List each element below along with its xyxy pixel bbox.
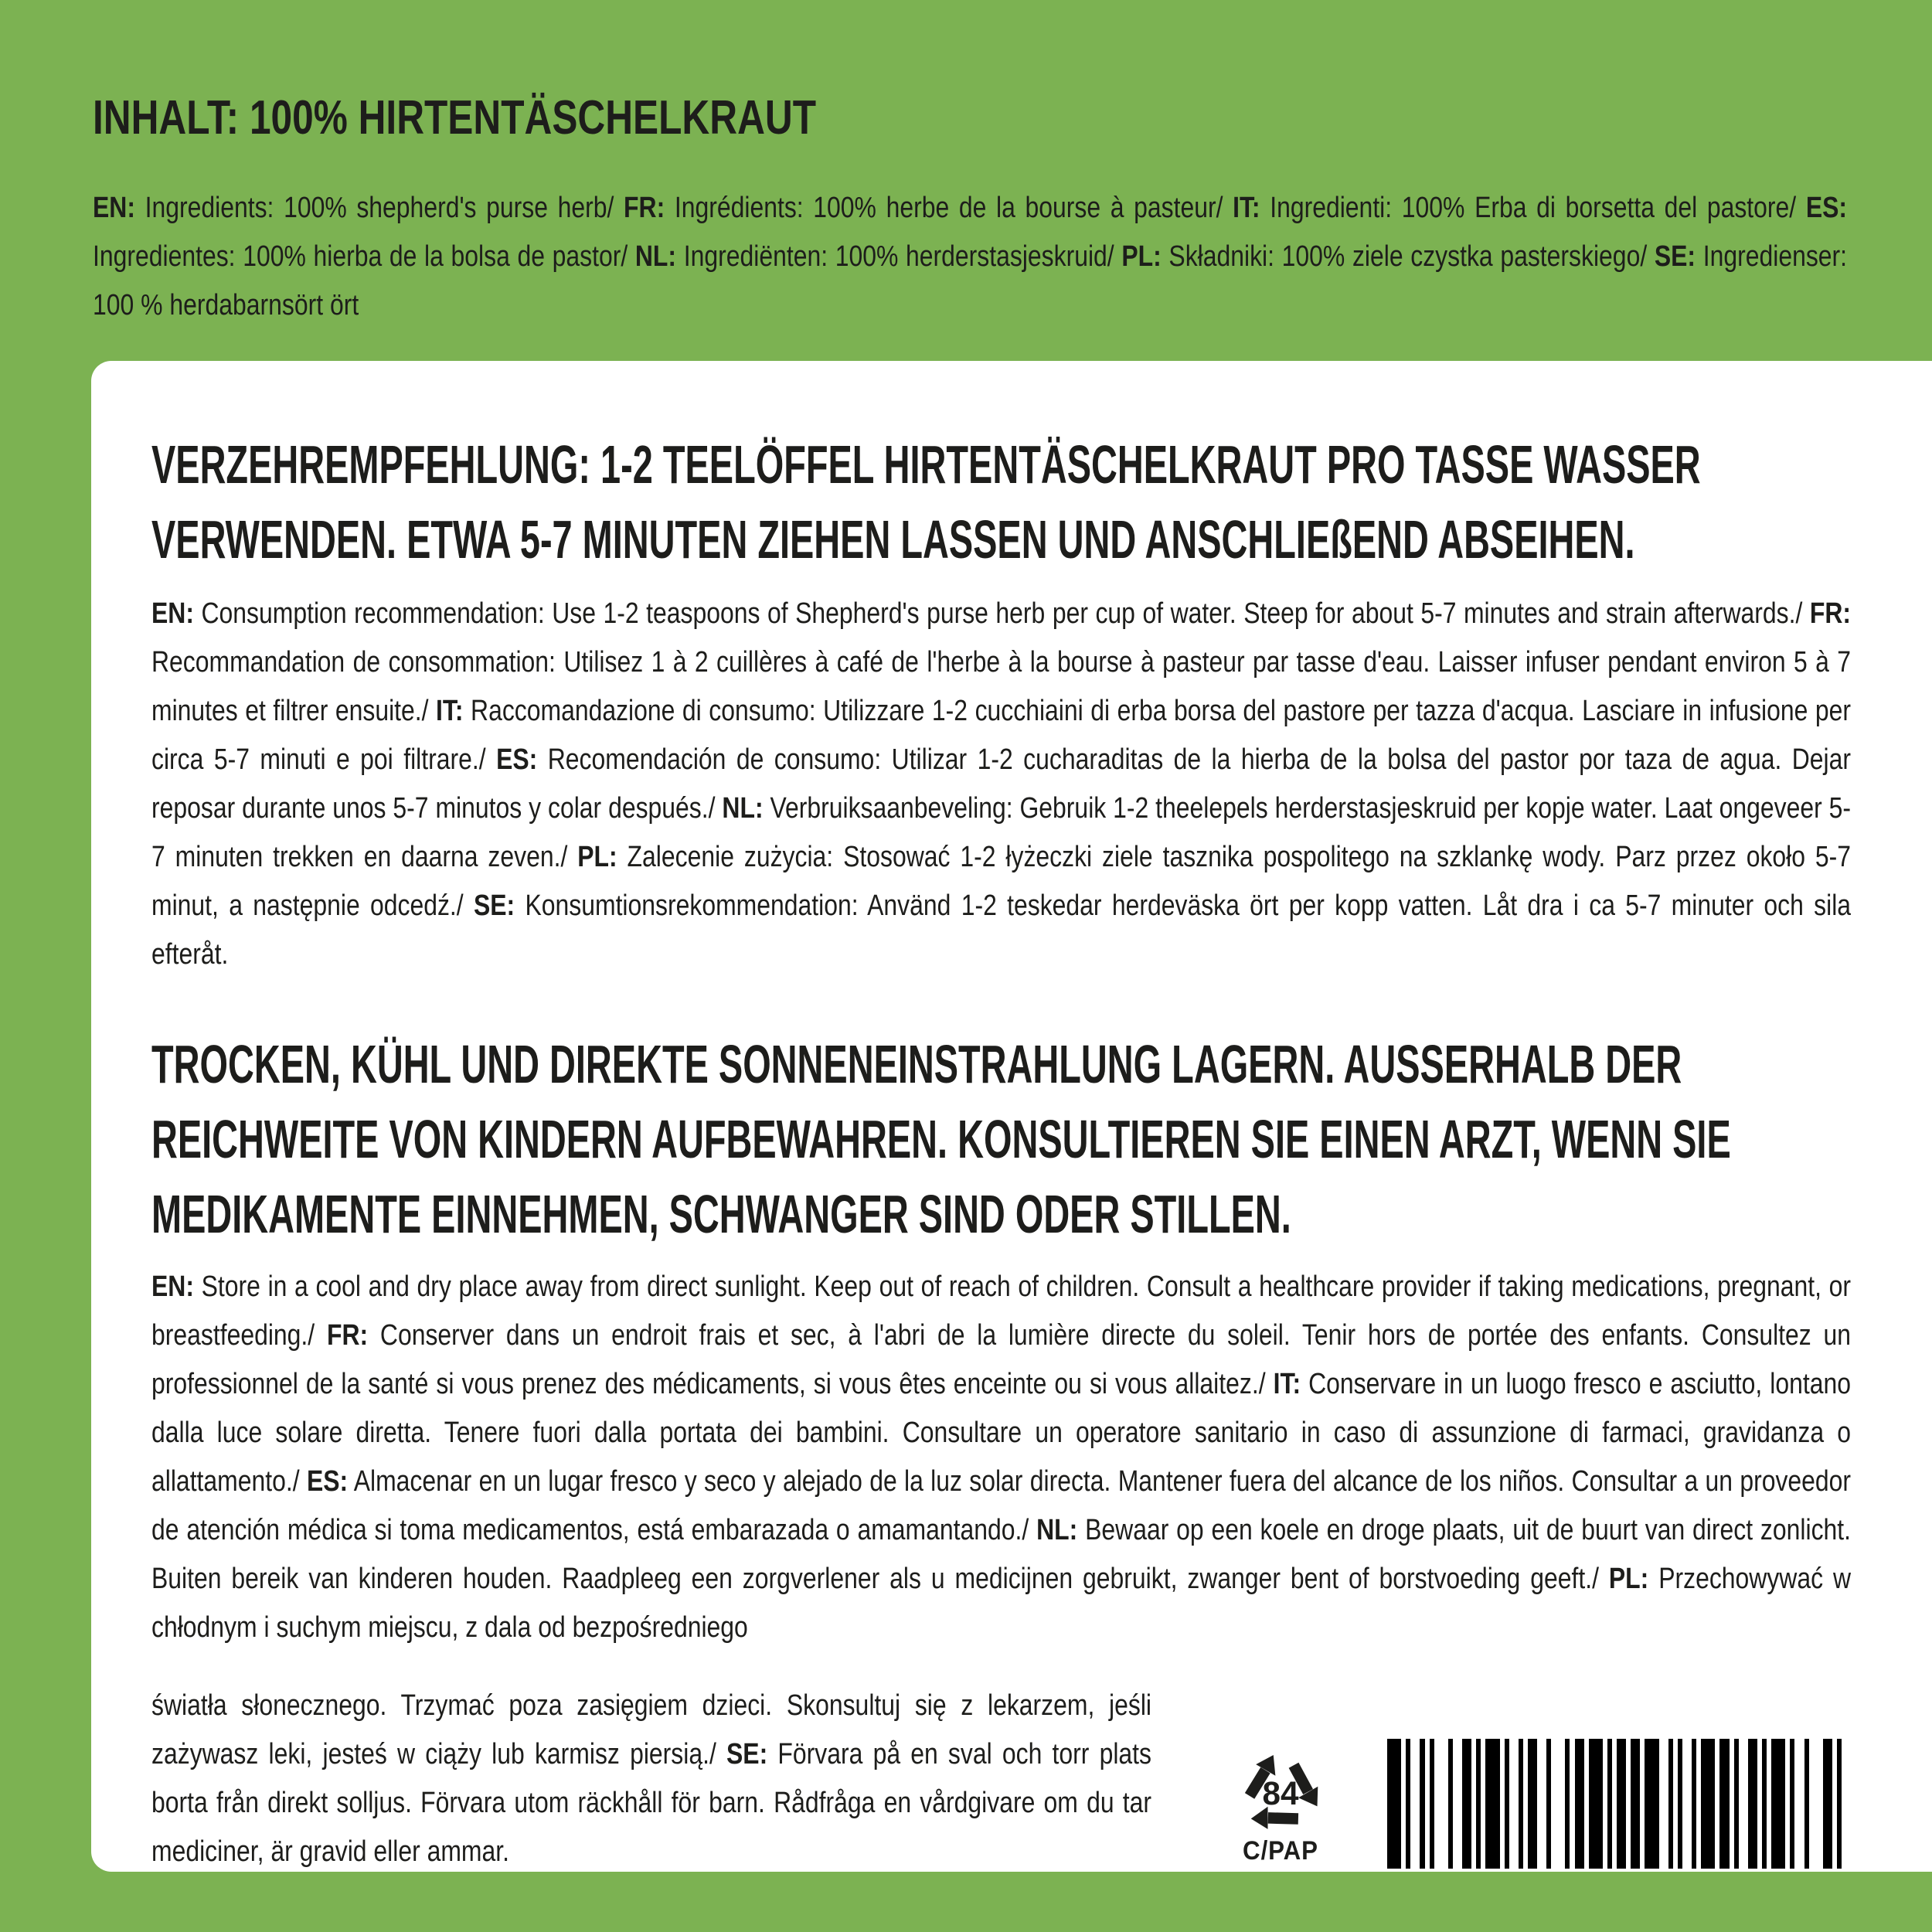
barcode-bar [1575,1739,1584,1869]
barcode-bar [1771,1739,1785,1869]
instructions-panel [91,361,1932,1872]
barcode-bar [1485,1739,1499,1869]
storage-heading: TROCKEN, KÜHL UND DIREKTE SONNENEINSTRAHLUNG LAGERN. AUSSERHALB DER REICHWEITE VON KINDERN AUFBEWAHREN. KONSULTIEREN SIE EINEN ARZT, WENN SIE MEDIKAMENTE EINNEHMEN, SCHWANGER SIND ODER STILLEN. [151,1034,1731,1244]
recycle-icon [1219,1734,1342,1836]
barcode-bar [1842,1739,1851,1869]
barcode-bar [1719,1739,1729,1869]
barcode-bar [1631,1739,1640,1869]
header-section [0,0,1932,361]
consumption-paragraph: EN: Consumption recommendation: Use 1-2 teaspoons of Shepherd's purse herb per cup of water. Steep for about 5-7 minutes and strain afterwards./ FR: Recommandation de consommation: Utilisez 1 à 2 cuillères à café de l'herbe à la bourse à pasteur par tasse d'eau. Laisser infuser pendant environ 5 à 7 minutes et filtrer ensuite./ IT: Raccomandazione di consumo: Utilizzare 1-2 cucchiaini di erba borsa del pastore per tazza d'acqua. Lasciare in infusione per circa 5-7 minuti e poi filtrare./ ES: Recomendación de consumo: Utilizar 1-2 cucharaditas de la hierba de la bolsa del pastor por taza de agua. Dejar reposar durante unos 5-7 minutos y colar después./ NL: Verbruiksaanbeveling: Gebruik 1-2 theelepels herderstasjeskruid per kopje water. Laat ongeveer 5-7 minuten trekken en daarna zeven./ PL: Zalecenie zużycia: Stosować 1-2 łyżeczki ziele tasznika pospolitego na szklankę wody. Parz przez około 5-7 minut, a następnie odcedź./ SE: Konsumtionsrekommendation: Använd 1-2 teskedar herdeväska ört per kopp vatten. Låt dra i ca 5-7 minuter och sila efteråt. [151,597,1852,971]
barcode-bar [1617,1739,1626,1869]
bottom-row [151,1682,1851,1872]
barcode-bar [1739,1739,1748,1869]
storage-paragraph-part1: EN: Store in a cool and dry place away from direct sunlight. Keep out of reach of children. Consult a healthcare provider if taking medications, pregnant, or breastfeeding./ FR: Conserver dans un endroit frais et sec, à l'abri de la lumière directe du soleil. Tenir hors de portée des enfants. Consultez un professionnel de la santé si vous prenez des médicaments, si vous êtes enceinte ou si vous allaitez./ IT: Conservare in un luogo fresco e asciutto, lontano dalla luce solare diretta. Tenere fuori dalla portata dei bambini. Consultare un operatore sanitario in caso di assunzione di farmaci, gravidanza o allattamento./ ES: Almacenar en un lugar fresco y seco y alejado de la luz solar directa. Mantener fuera del alcance de los niños. Consultar a un proveedor de atención médica si toma medicamentos, está embarazada o amamantando./ NL: Bewaar op een koele en droge plaats, uit de buurt van direct zonlicht. Buiten bereik van kinderen houden. Raadpleeg een zorgverlener als u medicijnen gebruikt, zwanger bent of borstvoeding geeft./ PL: Przechowywać w chłodnym i suchym miejscu, z dala od bezpośredniego [151,1270,1852,1644]
packaging-symbols [1219,1734,1851,1869]
consumption-heading: VERZEHREMPFEHLUNG: 1-2 TEELÖFFEL HIRTENTÄSCHELKRAUT PRO TASSE WASSER VERWENDEN. ETWA 5-7 MINUTEN ZIEHEN LASSEN UND ANSCHLIEßEND ABSEIHEN. [151,434,1701,570]
barcode-bar [1434,1739,1448,1869]
storage-paragraph-part2: światła słonecznego. Trzymać poza zasięgiem dzieci. Skonsultuj się z lekarzem, jeśli zażywasz leki, jesteś w ciąży lub karmisz piersią./ SE: Förvara på en sval och torr plats borta från direkt solljus. Förvara utom räckhåll för barn. Rådfråga en vårdgivare om du tar mediciner, är gravid eller ammar. [151,1689,1152,1868]
barcode [1387,1739,1851,1869]
barcode-bar [1509,1739,1519,1869]
barcode-bar [1589,1739,1603,1869]
barcode-bar [1645,1739,1658,1869]
recycling-material: C/PAP [1243,1836,1318,1866]
barcode-bar [1748,1739,1757,1869]
barcode-bar [1823,1739,1832,1869]
barcode-bar [1387,1739,1401,1869]
barcode-bar [1551,1739,1565,1869]
barcode-bar [1682,1739,1692,1869]
barcode-bar [1809,1739,1823,1869]
barcode-bar [1410,1739,1420,1869]
ingredients-paragraph: EN: Ingredients: 100% shepherd's purse herb/ FR: Ingrédients: 100% herbe de la bourse à pasteur/ IT: Ingredienti: 100% Erba di borsetta del pastore/ ES: Ingredientes: 100% hierba de la bolsa de pastor/ NL: Ingrediënten: 100% herderstasjeskruid/ PL: Składniki: 100% ziele czystka pasterskiego/ SE: Ingredienser: 100 % herdabarnsört ört [93,192,1848,321]
barcode-bar [1537,1739,1546,1869]
barcode-bar [1701,1739,1715,1869]
barcode-bar [1453,1739,1462,1869]
storage-paragraph-part2-wrap [151,1682,1151,1872]
barcode-bar [1659,1739,1668,1869]
recycling-code: 84 [1262,1775,1299,1812]
barcode-bar [1528,1739,1537,1869]
barcode-bar [1462,1739,1471,1869]
recycle-symbol-block [1219,1734,1342,1866]
ingredients-title: INHALT: 100% HIRTENTÄSCHELKRAUT [93,91,817,145]
barcode-bar [1794,1739,1804,1869]
